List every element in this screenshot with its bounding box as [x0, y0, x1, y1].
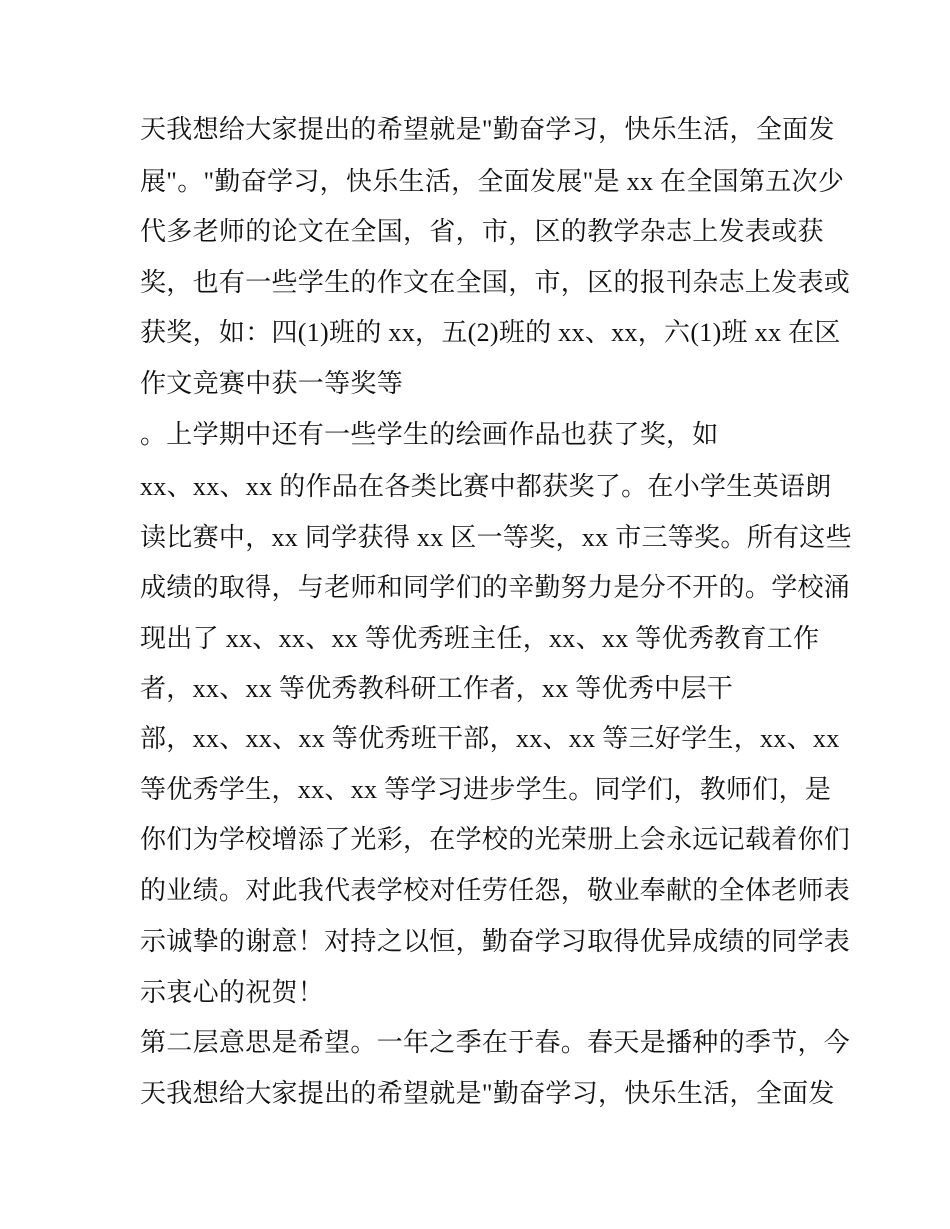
text-line: 等优秀学生，xx、xx 等学习进步学生。同学们，教师们，是	[140, 775, 832, 804]
text-line: 的业绩。对此我代表学校对任劳任怨，敬业奉献的全体老师表	[140, 876, 851, 905]
text-line: 第二层意思是希望。一年之季在于春。春天是播种的季节，今	[140, 1028, 851, 1057]
text-line: 成绩的取得，与老师和同学们的辛勤努力是分不开的。学校涌	[140, 573, 851, 602]
text-line: 天我想给大家提出的希望就是"勤奋学习，快乐生活，全面发	[140, 1079, 835, 1108]
text-line: 展"。"勤奋学习，快乐生活，全面发展"是 xx 在全国第五次少	[140, 167, 845, 196]
text-line: 者，xx、xx 等优秀教科研工作者，xx 等优秀中层干	[140, 674, 734, 703]
text-line: 奖，也有一些学生的作文在全国，市，区的报刊杂志上发表或	[140, 268, 851, 297]
text-line: 天我想给大家提出的希望就是"勤奋学习，快乐生活，全面发	[140, 115, 835, 144]
text-line: 读比赛中，xx 同学获得 xx 区一等奖，xx 市三等奖。所有这些	[140, 523, 852, 552]
text-line: 部，xx、xx、xx 等优秀班干部，xx、xx 等三好学生，xx、xx	[140, 724, 840, 753]
text-line: 。上学期中还有一些学生的绘画作品也获了奖，如	[140, 420, 719, 449]
text-line: 获奖，如：四(1)班的 xx，五(2)班的 xx、xx，六(1)班 xx 在区	[140, 318, 841, 347]
text-line: 你们为学校增添了光彩，在学校的光荣册上会永远记载着你们	[140, 825, 851, 854]
text-line: 代多老师的论文在全国，省，市，区的教学杂志上发表或获	[140, 217, 824, 246]
text-line: 作文竞赛中获一等奖等	[140, 369, 404, 398]
text-line: xx、xx、xx 的作品在各类比赛中都获奖了。在小学生英语朗	[140, 472, 832, 501]
text-line: 示诚挚的谢意！对持之以恒，勤奋学习取得优异成绩的同学表	[140, 927, 851, 956]
text-line: 现出了 xx、xx、xx 等优秀班主任，xx、xx 等优秀教育工作	[140, 624, 820, 653]
text-line: 示衷心的祝贺！	[140, 978, 325, 1007]
